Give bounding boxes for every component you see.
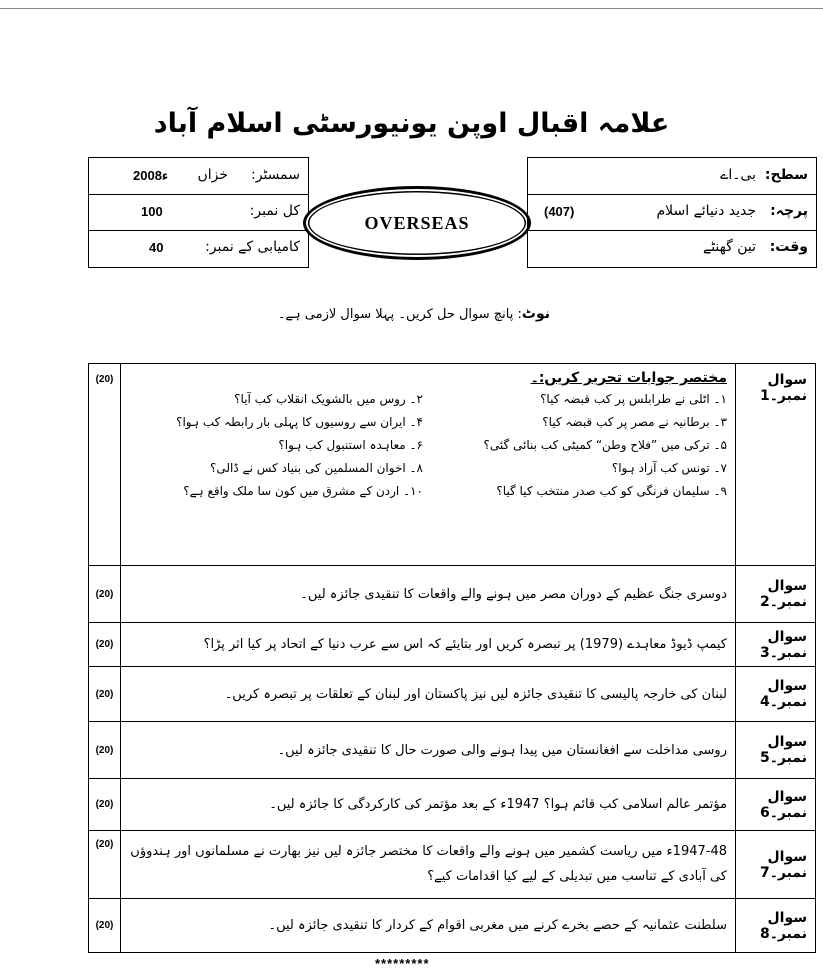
semester-value: خزاں bbox=[197, 167, 228, 183]
university-title: علامہ اقبال اوپن یونیورسٹی اسلام آباد bbox=[153, 108, 670, 139]
question-row-1 bbox=[89, 364, 816, 566]
question-row-3 bbox=[89, 623, 816, 667]
question-8-text: سلطنت عثمانیہ کے حصے بخرے کرنے میں مغربی اقوام کے کردار کا تنقیدی جائزہ لیں۔ bbox=[121, 899, 736, 953]
question-1-part-6: ۶۔ معاہدہ استنبول کب ہوا؟ bbox=[278, 438, 423, 452]
question-1-part-7: ۷۔ تونس کب آزاد ہوا؟ bbox=[611, 461, 727, 475]
question-1-part-9: ۹۔ سلیمان فرنگی کو کب صدر منتخب کیا گیا؟ bbox=[496, 484, 727, 498]
question-2-marks: (20) bbox=[89, 566, 121, 623]
question-5-marks: (20) bbox=[89, 722, 121, 779]
passing-marks-label: کامیابی کے نمبر: bbox=[205, 239, 300, 255]
semester-row bbox=[89, 158, 308, 195]
question-row-7 bbox=[89, 831, 816, 899]
question-1-part-1: ۱۔ اٹلی نے طرابلس پر کب قبضہ کیا؟ bbox=[540, 392, 727, 406]
question-4-label: سوال نمبر۔4 bbox=[736, 667, 816, 722]
question-6-label: سوال نمبر۔6 bbox=[736, 779, 816, 831]
question-5-text: روسی مداخلت سے افغانستان میں پیدا ہونے والی صورت حال کا تنقیدی جائزہ لیں۔ bbox=[121, 722, 736, 779]
question-1-part-10: ۱۰۔ اردن کے مشرق میں کون سا ملک واقع ہے؟ bbox=[183, 484, 423, 498]
question-1-part-3: ۳۔ برطانیہ نے مصر پر کب قبضہ کیا؟ bbox=[542, 415, 727, 429]
paper-value: جدید دنیائے اسلام bbox=[656, 203, 756, 219]
level-row bbox=[528, 158, 816, 195]
question-3-text: کیمپ ڈیوڈ معاہدے (1979) پر تبصرہ کریں اور بتایئے کہ اس سے عرب دنیا کے اتحاد پر کیا اثر پڑا؟ bbox=[121, 623, 736, 667]
instruction-note bbox=[130, 306, 550, 322]
exam-info-box-right bbox=[527, 157, 817, 268]
question-8-marks: (20) bbox=[89, 899, 121, 953]
question-7-label: سوال نمبر۔7 bbox=[736, 831, 816, 899]
passing-marks-value: 40 bbox=[149, 240, 164, 255]
question-1-parts bbox=[129, 392, 727, 498]
level-value: بی۔اے bbox=[720, 167, 756, 183]
overseas-stamp: OVERSEAS bbox=[303, 186, 531, 260]
question-row-6 bbox=[89, 779, 816, 831]
question-1-marks: (20) bbox=[89, 364, 121, 566]
end-marker: ********* bbox=[375, 956, 430, 971]
scan-edge-line bbox=[0, 8, 823, 9]
question-row-8 bbox=[89, 899, 816, 953]
question-1-part-8: ۸۔ اخوان المسلمین کی بنیاد کس نے ڈالی؟ bbox=[210, 461, 423, 475]
semester-label: سمسٹر: bbox=[251, 167, 300, 183]
question-1-label: سوال نمبر۔1 bbox=[736, 364, 816, 566]
question-row-5 bbox=[89, 722, 816, 779]
total-marks-label: کل نمبر: bbox=[249, 203, 300, 219]
question-7-text: 1947-48ء میں ریاست کشمیر میں ہونے والے واقعات کا مختصر جائزہ لیں نیز بھارت نے مسلمانوں اور ہندوؤں کی آبادی کے تناسب میں تبدیلی کے لیے کیا اقدامات کیے؟ bbox=[121, 831, 736, 899]
time-value: تین گھنٹے bbox=[703, 239, 756, 255]
note-label: نوٹ bbox=[521, 306, 550, 322]
time-row bbox=[528, 230, 816, 266]
question-row-4 bbox=[89, 667, 816, 722]
question-4-marks: (20) bbox=[89, 667, 121, 722]
question-1-part-5: ۵۔ ترکی میں ”فلاح وطن“ کمیٹی کب بنائی گئی؟ bbox=[483, 438, 727, 452]
question-6-text: مؤتمر عالم اسلامی کب قائم ہوا؟ 1947ء کے بعد مؤتمر کی کارکردگی کا جائزہ لیں۔ bbox=[121, 779, 736, 831]
question-5-label: سوال نمبر۔5 bbox=[736, 722, 816, 779]
passing-marks-row bbox=[89, 230, 308, 266]
paper-code: (407) bbox=[544, 204, 575, 219]
question-6-marks: (20) bbox=[89, 779, 121, 831]
paper-label: پرچہ: bbox=[770, 203, 808, 219]
question-1-part-2: ۲۔ روس میں بالشویک انقلاب کب آیا؟ bbox=[234, 392, 423, 406]
note-text: : پانچ سوال حل کریں۔ پہلا سوال لازمی ہے۔ bbox=[277, 307, 522, 322]
question-7-marks: (20) bbox=[89, 831, 121, 899]
question-8-label: سوال نمبر۔8 bbox=[736, 899, 816, 953]
exam-info-box-left bbox=[88, 157, 309, 268]
paper-row bbox=[528, 194, 816, 231]
questions-table bbox=[88, 363, 816, 953]
question-3-marks: (20) bbox=[89, 623, 121, 667]
question-4-text: لبنان کی خارجہ پالیسی کا تنقیدی جائزہ لیں نیز پاکستان اور لبنان کے تعلقات پر تبصرہ کریں۔ bbox=[121, 667, 736, 722]
question-2-label: سوال نمبر۔2 bbox=[736, 566, 816, 623]
question-1-part-4: ۴۔ ایران سے روسیوں کا پہلی بار رابطہ کب ہوا؟ bbox=[176, 415, 423, 429]
level-label: سطح: bbox=[764, 167, 808, 183]
question-1-heading: مختصر جوابات تحریر کریں:۔ bbox=[530, 370, 727, 386]
total-marks-value: 100 bbox=[141, 204, 163, 219]
question-1-body bbox=[121, 364, 736, 566]
question-row-2 bbox=[89, 566, 816, 623]
question-2-text: دوسری جنگ عظیم کے دوران مصر میں ہونے والے واقعات کا تنقیدی جائزہ لیں۔ bbox=[121, 566, 736, 623]
question-3-label: سوال نمبر۔3 bbox=[736, 623, 816, 667]
semester-year: 2008ء bbox=[133, 168, 169, 183]
time-label: وقت: bbox=[769, 239, 808, 255]
total-marks-row bbox=[89, 194, 308, 231]
